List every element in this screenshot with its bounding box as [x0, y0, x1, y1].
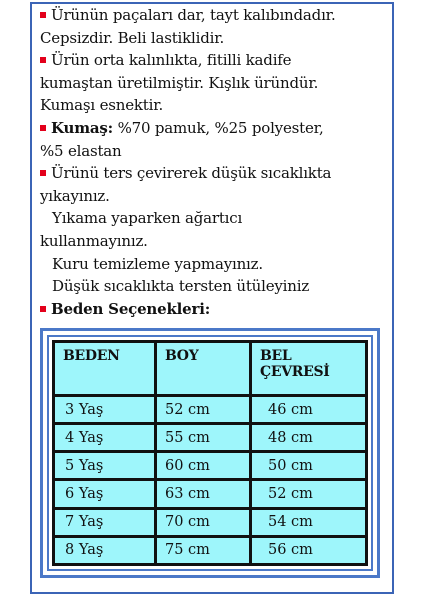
- cell-bel: 56 cm: [251, 536, 367, 564]
- fabric-line2: %5 elastan: [40, 141, 122, 160]
- care-note-4: Düşük sıcaklıkta tersten ütüleyiniz: [52, 277, 310, 296]
- table-header-row: [54, 342, 367, 396]
- para2-text-1: Ürün orta kalınlıkta, fitilli kadife: [51, 51, 292, 70]
- size-table-inner-frame: [47, 335, 373, 571]
- para1-text-1: Ürünün paçaları dar, tayt kalıbındadır.: [51, 6, 336, 24]
- care-line2: yıkayınız.: [40, 186, 110, 205]
- care-text-1: Ürünü ters çevirerek düşük sıcaklıkta: [51, 164, 332, 183]
- para1-line1: [40, 4, 390, 27]
- cell-bel: 48 cm: [251, 424, 367, 452]
- cell-beden: 7 Yaş: [54, 508, 156, 536]
- care-note-1: Yıkama yaparken ağartıcı: [52, 209, 243, 228]
- para2-line3: Kumaşı esnektir.: [40, 96, 164, 115]
- size-table: [52, 340, 368, 566]
- cell-boy: 75 cm: [156, 536, 251, 564]
- cell-bel: 52 cm: [251, 480, 367, 508]
- table-row: [54, 508, 367, 536]
- bullet-icon: [40, 170, 46, 176]
- fabric-label: Kumaş:: [51, 118, 113, 137]
- care-note-2: kullanmayınız.: [40, 231, 148, 250]
- care-note-3: Kuru temizleme yapmayınız.: [52, 254, 263, 273]
- para2-line2: kumaştan üretilmiştir. Kışlık üründür.: [40, 73, 319, 92]
- cell-beden: 3 Yaş: [54, 396, 156, 424]
- cell-boy: 52 cm: [156, 396, 251, 424]
- header-beden: BEDEN: [54, 342, 156, 396]
- header-bel-cevresi: BEL ÇEVRESİ: [251, 342, 367, 396]
- cell-beden: 5 Yaş: [54, 452, 156, 480]
- cell-boy: 70 cm: [156, 508, 251, 536]
- para1-line2: Cepsizdir. Beli lastiklidir.: [40, 28, 225, 47]
- cell-bel: 54 cm: [251, 508, 367, 536]
- cell-beden: 6 Yaş: [54, 480, 156, 508]
- sizes-heading-line: [40, 298, 390, 321]
- care-line1: [40, 162, 390, 185]
- para2-line1: [40, 49, 390, 72]
- fabric-value: %70 pamuk, %25 polyester,: [117, 118, 324, 137]
- cell-boy: 63 cm: [156, 480, 251, 508]
- header-boy: BOY: [156, 342, 251, 396]
- cell-boy: 60 cm: [156, 452, 251, 480]
- size-table-frame: [40, 328, 380, 578]
- table-row: [54, 480, 367, 508]
- table-row: [54, 396, 367, 424]
- bullet-icon: [40, 125, 46, 131]
- table-row: [54, 536, 367, 564]
- bullet-icon: [40, 306, 46, 312]
- sizes-heading: Beden Seçenekleri:: [51, 299, 211, 318]
- cell-boy: 55 cm: [156, 424, 251, 452]
- cell-beden: 4 Yaş: [54, 424, 156, 452]
- cell-beden: 8 Yaş: [54, 536, 156, 564]
- table-row: [54, 424, 367, 452]
- cell-bel: 46 cm: [251, 396, 367, 424]
- product-description: [40, 4, 390, 320]
- bullet-icon: [40, 12, 46, 18]
- table-row: [54, 452, 367, 480]
- bullet-icon: [40, 57, 46, 63]
- fabric-line: [40, 117, 390, 140]
- cell-bel: 50 cm: [251, 452, 367, 480]
